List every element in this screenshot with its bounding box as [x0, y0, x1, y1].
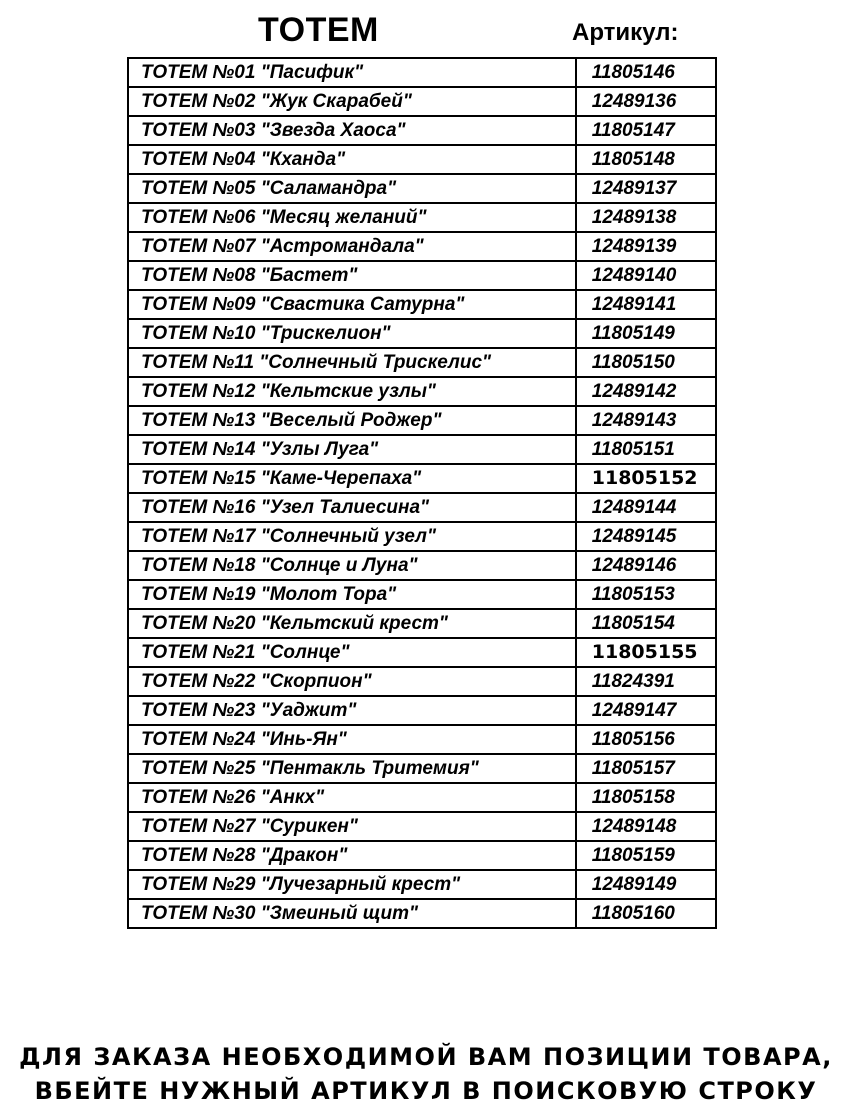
article-code-cell: 12489147	[576, 696, 716, 725]
article-code-cell: 11805155	[576, 638, 716, 667]
table-row	[128, 638, 716, 667]
table-row	[128, 319, 716, 348]
article-code-cell: 11805157	[576, 754, 716, 783]
table-row	[128, 754, 716, 783]
table-row	[128, 493, 716, 522]
article-code-cell: 11805159	[576, 841, 716, 870]
article-code-cell: 11824391	[576, 667, 716, 696]
table-row	[128, 348, 716, 377]
table-row	[128, 435, 716, 464]
table-row	[128, 377, 716, 406]
table-row	[128, 609, 716, 638]
table-row	[128, 116, 716, 145]
product-name-cell: ТОТЕМ №22 "Скорпион"	[128, 667, 576, 696]
order-instructions-line-2: ВБЕЙТЕ НУЖНЫЙ АРТИКУЛ В ПОИСКОВУЮ СТРОКУ	[34, 1077, 818, 1105]
product-name-cell: ТОТЕМ №20 "Кельтский крест"	[128, 609, 576, 638]
article-code-cell: 12489140	[576, 261, 716, 290]
article-code-cell: 12489148	[576, 812, 716, 841]
article-code-cell: 11805152	[576, 464, 716, 493]
product-name-cell: ТОТЕМ №23 "Уаджит"	[128, 696, 576, 725]
table-row	[128, 783, 716, 812]
product-name-cell: ТОТЕМ №12 "Кельтские узлы"	[128, 377, 576, 406]
product-name-cell: ТОТЕМ №25 "Пентакль Тритемия"	[128, 754, 576, 783]
table-row	[128, 725, 716, 754]
product-name-cell: ТОТЕМ №27 "Сурикен"	[128, 812, 576, 841]
article-column-header: Артикул:	[572, 19, 679, 46]
table-row	[128, 580, 716, 609]
article-code-cell: 12489144	[576, 493, 716, 522]
article-code-cell: 11805160	[576, 899, 716, 928]
table-row	[128, 522, 716, 551]
article-code-cell: 11805147	[576, 116, 716, 145]
article-code-cell: 11805153	[576, 580, 716, 609]
article-code-cell: 11805154	[576, 609, 716, 638]
table-row	[128, 667, 716, 696]
product-table	[127, 57, 717, 929]
table-row	[128, 464, 716, 493]
article-code-cell: 12489145	[576, 522, 716, 551]
product-name-cell: ТОТЕМ №06 "Месяц желаний"	[128, 203, 576, 232]
table-row	[128, 406, 716, 435]
article-code-cell: 12489143	[576, 406, 716, 435]
table-row	[128, 203, 716, 232]
table-row	[128, 261, 716, 290]
table-row	[128, 232, 716, 261]
product-name-cell: ТОТЕМ №14 "Узлы Луга"	[128, 435, 576, 464]
table-row	[128, 870, 716, 899]
page-title: TOTEM	[258, 11, 379, 49]
article-code-cell: 11805158	[576, 783, 716, 812]
product-name-cell: ТОТЕМ №19 "Молот Тора"	[128, 580, 576, 609]
table-row	[128, 174, 716, 203]
product-name-cell: ТОТЕМ №01 "Пасифик"	[128, 58, 576, 87]
article-code-cell: 12489139	[576, 232, 716, 261]
product-name-cell: ТОТЕМ №04 "Кханда"	[128, 145, 576, 174]
article-code-cell: 11805150	[576, 348, 716, 377]
article-code-cell: 11805148	[576, 145, 716, 174]
article-code-cell: 12489138	[576, 203, 716, 232]
article-code-cell: 12489149	[576, 870, 716, 899]
table-row	[128, 551, 716, 580]
article-code-cell: 11805156	[576, 725, 716, 754]
product-name-cell: ТОТЕМ №09 "Свастика Сатурна"	[128, 290, 576, 319]
product-name-cell: ТОТЕМ №05 "Саламандра"	[128, 174, 576, 203]
product-name-cell: ТОТЕМ №21 "Солнце"	[128, 638, 576, 667]
article-code-cell: 12489136	[576, 87, 716, 116]
table-row	[128, 58, 716, 87]
product-table-body	[128, 58, 716, 928]
article-code-cell: 11805146	[576, 58, 716, 87]
product-name-cell: ТОТЕМ №10 "Трискелион"	[128, 319, 576, 348]
table-row	[128, 290, 716, 319]
product-name-cell: ТОТЕМ №08 "Бастет"	[128, 261, 576, 290]
table-row	[128, 87, 716, 116]
order-instructions	[0, 1040, 852, 1108]
product-name-cell: ТОТЕМ №17 "Солнечный узел"	[128, 522, 576, 551]
article-code-cell: 12489137	[576, 174, 716, 203]
table-row	[128, 696, 716, 725]
product-name-cell: ТОТЕМ №13 "Веселый Роджер"	[128, 406, 576, 435]
product-name-cell: ТОТЕМ №28 "Дракон"	[128, 841, 576, 870]
product-name-cell: ТОТЕМ №30 "Змеиный щит"	[128, 899, 576, 928]
article-code-cell: 11805149	[576, 319, 716, 348]
table-row	[128, 899, 716, 928]
article-code-cell: 12489142	[576, 377, 716, 406]
product-name-cell: ТОТЕМ №07 "Астромандала"	[128, 232, 576, 261]
product-name-cell: ТОТЕМ №11 "Солнечный Трискелис"	[128, 348, 576, 377]
article-code-cell: 12489146	[576, 551, 716, 580]
product-name-cell: ТОТЕМ №02 "Жук Скарабей"	[128, 87, 576, 116]
order-instructions-line-1: ДЛЯ ЗАКАЗА НЕОБХОДИМОЙ ВАМ ПОЗИЦИИ ТОВАРА,	[19, 1043, 833, 1071]
article-code-cell: 11805151	[576, 435, 716, 464]
table-row	[128, 812, 716, 841]
product-name-cell: ТОТЕМ №16 "Узел Талиесина"	[128, 493, 576, 522]
product-name-cell: ТОТЕМ №24 "Инь-Ян"	[128, 725, 576, 754]
product-name-cell: ТОТЕМ №03 "Звезда Хаоса"	[128, 116, 576, 145]
product-name-cell: ТОТЕМ №18 "Солнце и Луна"	[128, 551, 576, 580]
article-code-cell: 12489141	[576, 290, 716, 319]
product-name-cell: ТОТЕМ №15 "Каме-Черепаха"	[128, 464, 576, 493]
product-name-cell: ТОТЕМ №29 "Лучезарный крест"	[128, 870, 576, 899]
table-row	[128, 841, 716, 870]
product-name-cell: ТОТЕМ №26 "Анкх"	[128, 783, 576, 812]
table-row	[128, 145, 716, 174]
